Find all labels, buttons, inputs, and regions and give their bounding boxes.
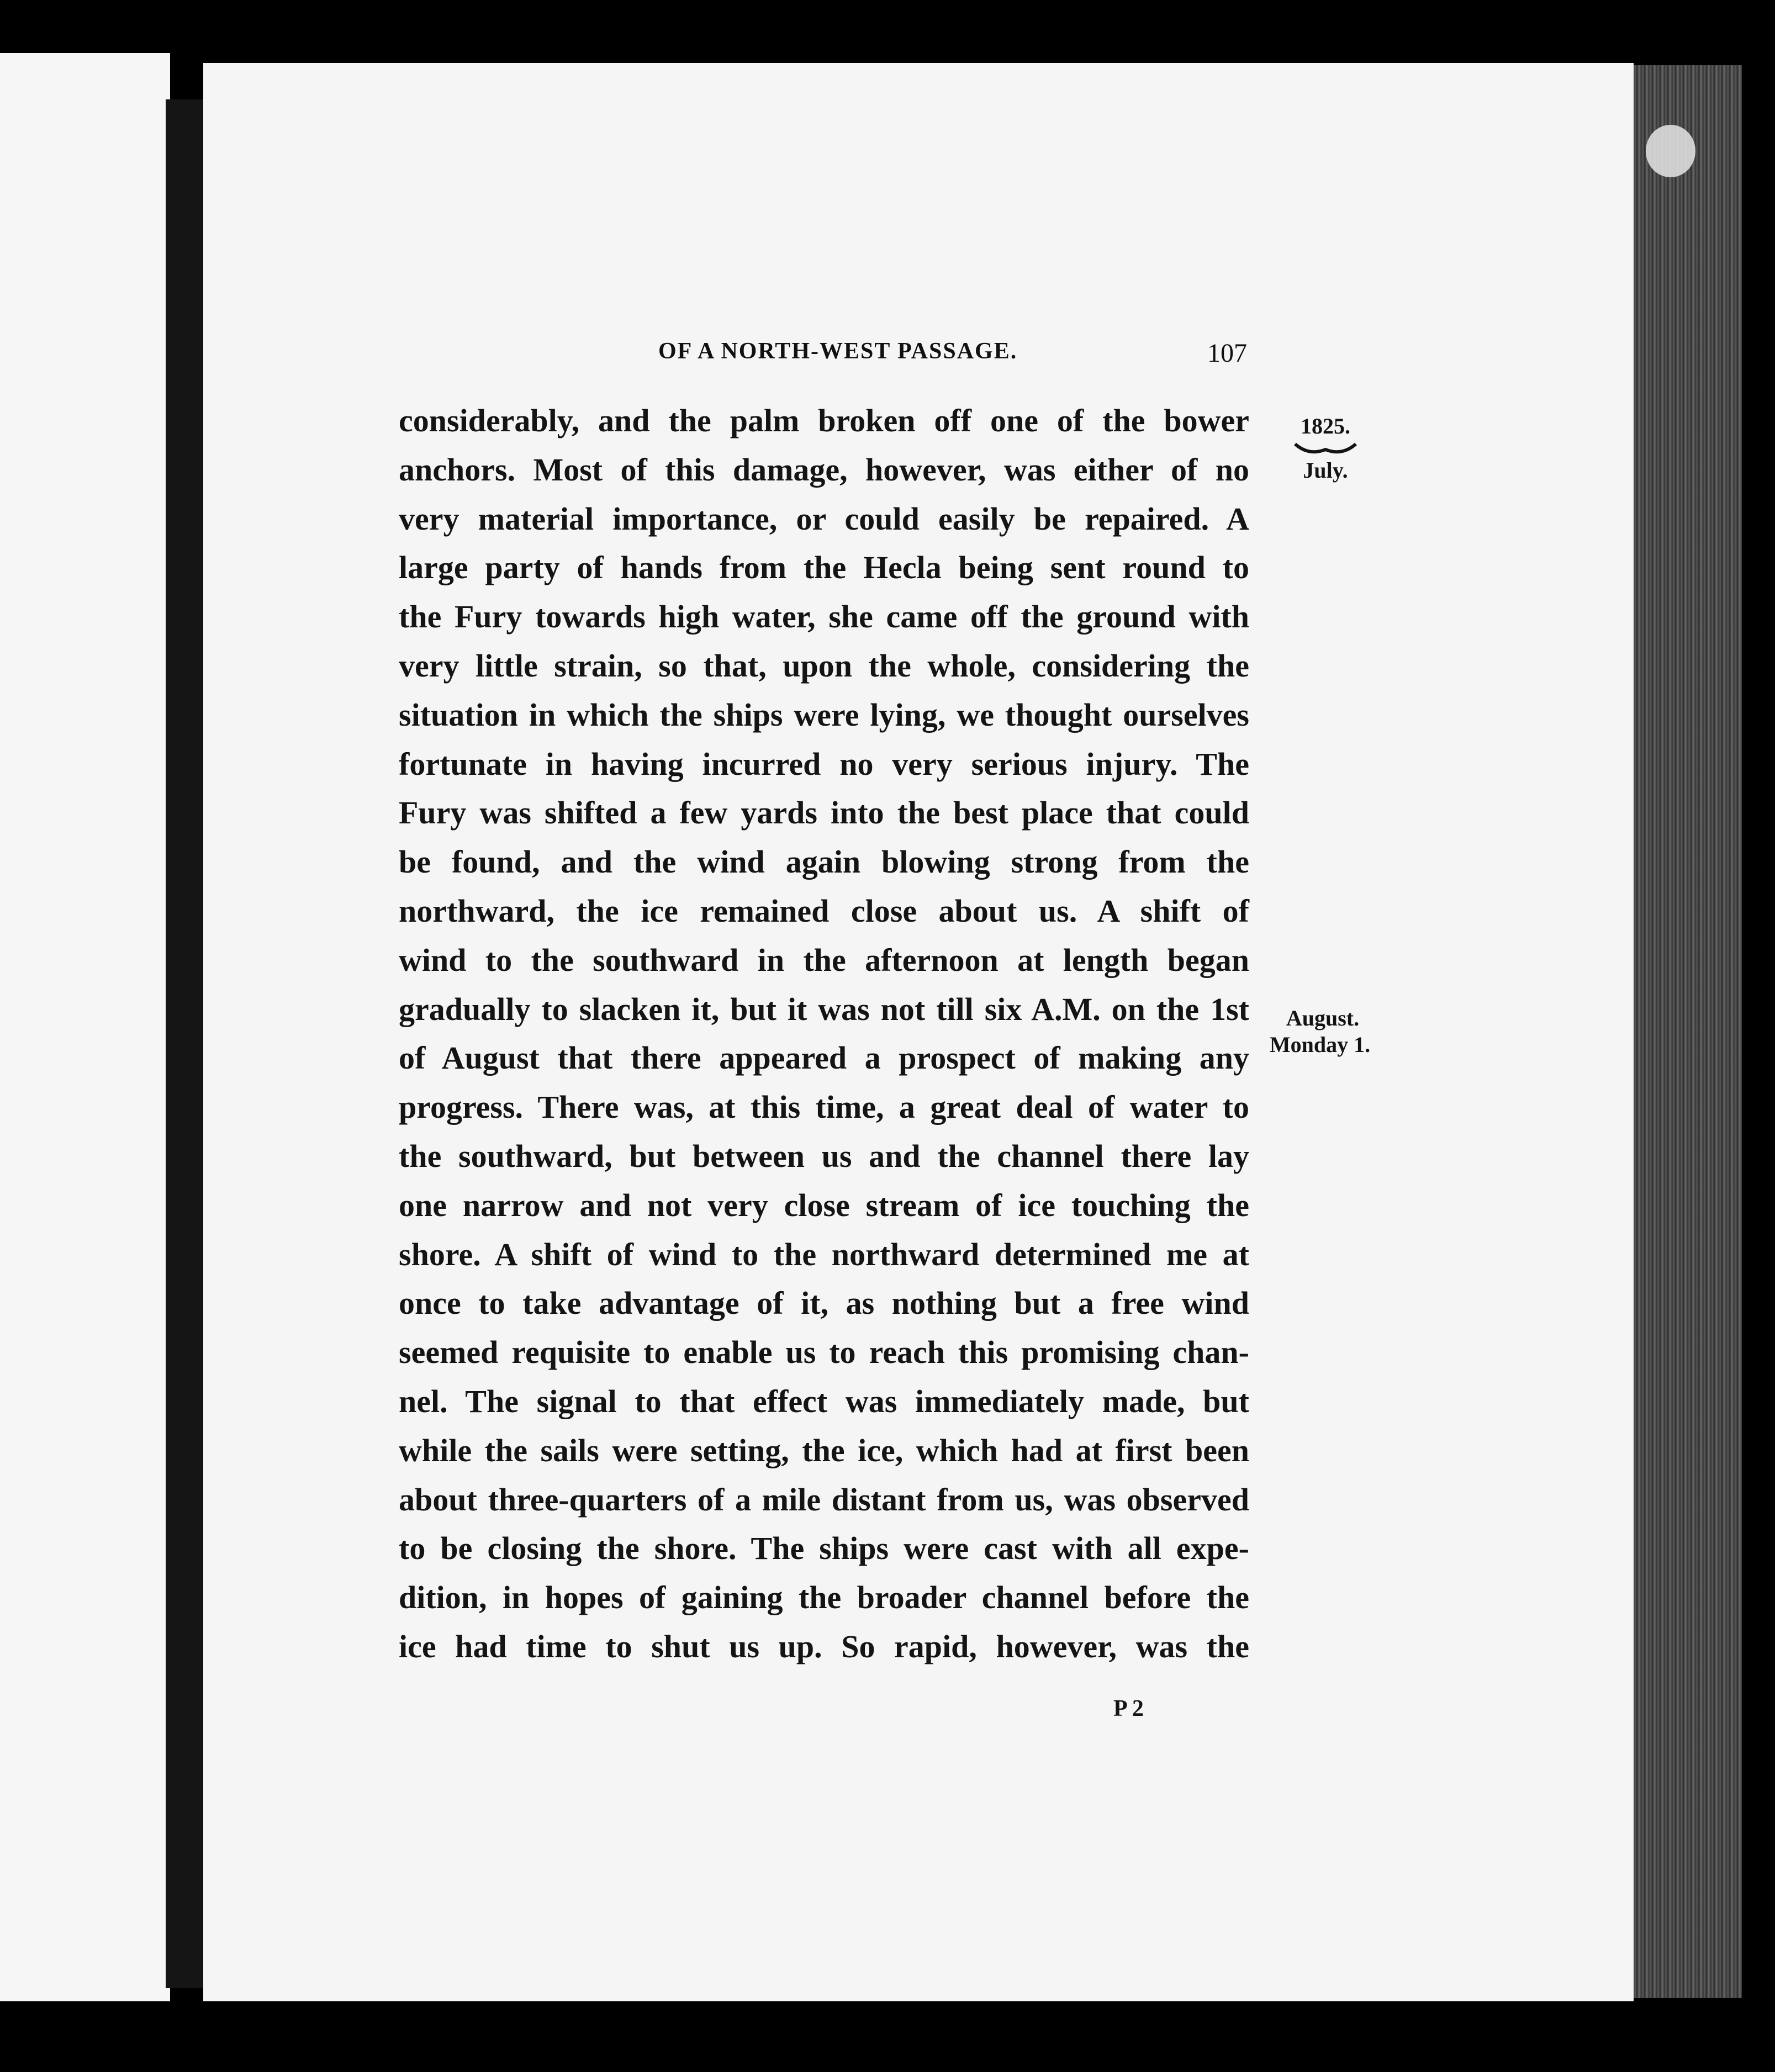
margin-note-month: July. [1303, 458, 1348, 483]
facing-page [0, 53, 170, 2001]
text-line: large party of hands from the Hecla being sent round to [399, 549, 1249, 586]
text-line: considerably, and the palm broken off one of the bower [399, 403, 1249, 438]
text-line: gradually to slacken it, but it was not till six A.M. on the 1st [399, 991, 1249, 1027]
body-text [399, 397, 1249, 1672]
text-line: progress. There was, at this time, a great deal of water to [399, 1089, 1249, 1125]
text-line: nel. The signal to that effect was immediately made, but [399, 1383, 1249, 1419]
text-line: once to take advantage of it, as nothing but a free wind [399, 1285, 1249, 1322]
text-line: while the sails were setting, the ice, which had at first been [399, 1432, 1249, 1468]
text-line: anchors. Most of this damage, however, was either of no [399, 451, 1249, 488]
text-line: northward, the ice remained close about us. A shift of [399, 892, 1249, 929]
text-line: ice had time to shut us up. So rapid, however, was the [399, 1628, 1249, 1664]
text-line: dition, in hopes of gaining the broader channel before the [399, 1579, 1249, 1616]
margin-note-monday: Monday 1. [1269, 1032, 1371, 1057]
text-line: seemed requisite to enable us to reach this promising chan- [399, 1334, 1249, 1371]
text-line: Fury was shifted a few yards into the best place that could [399, 795, 1249, 831]
text-line: about three-quarters of a mile distant from us, was observed [399, 1481, 1249, 1518]
page-edge-stain [1646, 125, 1695, 177]
text-line: very material importance, or could easily be repaired. A [399, 500, 1249, 537]
margin-note-year: 1825. [1301, 414, 1350, 438]
signature-mark: P 2 [1113, 1696, 1144, 1721]
text-line: shore. A shift of wind to the northward determined me at [399, 1236, 1249, 1272]
text-line: be found, and the wind again blowing strong from the [399, 844, 1249, 880]
text-line: very little strain, so that, upon the whole, considering the [399, 647, 1249, 684]
page-edges [1634, 65, 1742, 1998]
text-line: one narrow and not very close stream of ice touching the [399, 1187, 1249, 1223]
text-line: fortunate in having incurred no very serious injury. The [399, 746, 1249, 782]
margin-note-august: August. [1286, 1006, 1360, 1030]
text-line: the southward, but between us and the channel there lay [399, 1138, 1249, 1174]
text-line: the Fury towards high water, she came off the ground with [399, 599, 1249, 635]
text-line: situation in which the ships were lying, we thought ourselves [399, 696, 1249, 733]
text-line: of August that there appeared a prospect of making any [399, 1040, 1249, 1076]
running-head: OF A NORTH-WEST PASSAGE. [658, 339, 1018, 364]
text-line: wind to the southward in the afternoon at length began [399, 942, 1249, 978]
page-number: 107 [1207, 339, 1247, 368]
text-line: to be closing the shore. The ships were cast with all expe- [399, 1530, 1249, 1567]
